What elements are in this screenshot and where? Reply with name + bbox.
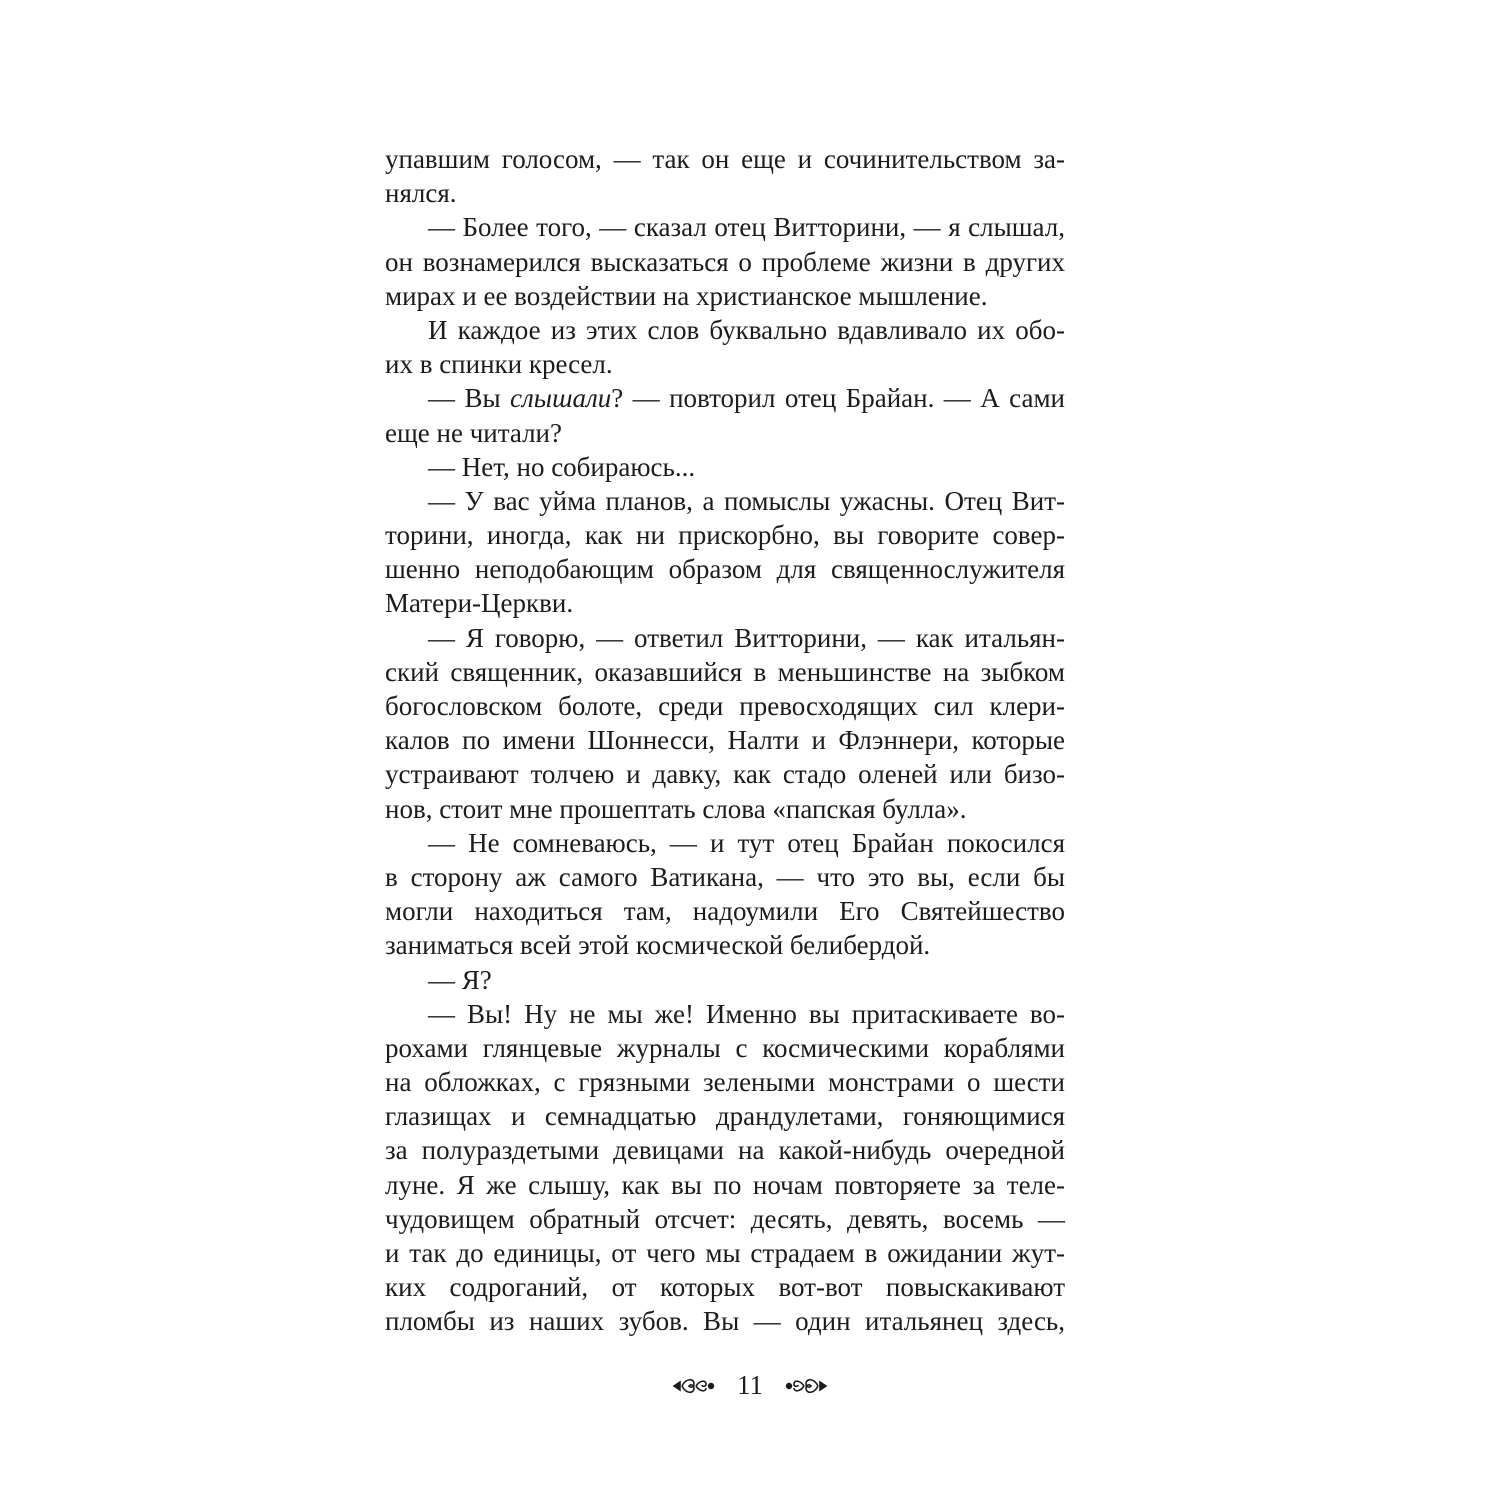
text-line: еще не читали? xyxy=(385,417,562,448)
page-number: 11 xyxy=(737,1370,763,1401)
text-line: торини, иногда, как ни прискорбно, вы говорите совер- xyxy=(385,520,1065,551)
text-line: на обложках, с грязными зелеными монстрами о шести xyxy=(385,1067,1065,1098)
text-segment: ? — повторил отец Брайан. — А сами xyxy=(611,383,1065,414)
text-line: их в спинки кресел. xyxy=(385,349,613,380)
text-line: за полураздетыми девицами на какой-нибудь очередной xyxy=(385,1135,1065,1166)
text-line: — Вы! Ну не мы же! Именно вы притаскиваете во- xyxy=(428,998,1065,1029)
text-line: — Не сомневаюсь, — и тут отец Брайан покосился xyxy=(428,827,1065,858)
fleuron-right-icon xyxy=(784,1374,828,1398)
text-line: — Я говорю, — ответил Витторини, — как итальян- xyxy=(428,622,1065,653)
text-line: и так до единицы, от чего мы страдаем в ожидании жут- xyxy=(385,1238,1065,1268)
text-line: упавшим голосом, — так он еще и сочинительством за- xyxy=(385,144,1065,174)
text-line: нов, стоит мне прошептать слова «папская булла». xyxy=(385,793,967,824)
text-line: — У вас уйма планов, а помыслы ужасны. Отец Вит- xyxy=(428,485,1065,516)
text-line: Матери-Церкви. xyxy=(385,588,574,619)
text-line: И каждое из этих слов буквально вдавливало их обо- xyxy=(428,314,1065,345)
text-line: шенно неподобающим образом для священнослужителя xyxy=(385,554,1065,585)
text-line: — Нет, но собираюсь... xyxy=(428,451,696,482)
text-line: калов по имени Шоннесси, Налти и Флэннери, которые xyxy=(385,725,1065,756)
text-line: устраивают толчею и давку, как стадо оленей или бизо- xyxy=(385,759,1065,790)
text-line: ких содроганий, от которых вот-вот повыскакивают xyxy=(385,1272,1065,1303)
text-line: в сторону аж самого Ватикана, — что это вы, если бы xyxy=(385,861,1065,892)
page-footer xyxy=(0,1368,1500,1401)
text-line: могли находиться там, надоумили Его Святейшество xyxy=(385,896,1065,927)
emphasis-text: слышали xyxy=(510,383,612,414)
text-line xyxy=(385,381,1065,415)
text-line: ский священник, оказавшийся в меньшинстве на зыбком xyxy=(385,656,1065,687)
text-segment: — Вы xyxy=(428,383,511,414)
text-line: — Я? xyxy=(428,964,492,995)
text-line: он вознамерился высказаться о проблеме жизни в других xyxy=(385,246,1065,277)
text-line: пломбы из наших зубов. Вы — один итальянец здесь, xyxy=(385,1306,1065,1337)
fleuron-left-icon xyxy=(672,1374,716,1398)
text-line: нялся. xyxy=(385,178,457,209)
text-line: заниматься всей этой космической белибердой. xyxy=(385,930,931,961)
text-line: мирах и ее воздействии на христианское мышление. xyxy=(385,280,988,311)
body-text xyxy=(385,142,1065,1339)
text-line: — Более того, — сказал отец Витторини, — я слышал, xyxy=(428,212,1065,243)
text-line: чудовищем обратный отсчет: десять, девять, восемь — xyxy=(385,1203,1065,1234)
text-line: луне. Я же слышу, как вы по ночам повторяете за теле- xyxy=(385,1169,1065,1200)
text-line: богословском болоте, среди превосходящих сил клери- xyxy=(385,691,1065,721)
text-line: рохами глянцевые журналы с космическими кораблями xyxy=(385,1032,1065,1063)
text-line: глазищах и семнадцатью драндулетами, гоняющимися xyxy=(385,1101,1065,1132)
